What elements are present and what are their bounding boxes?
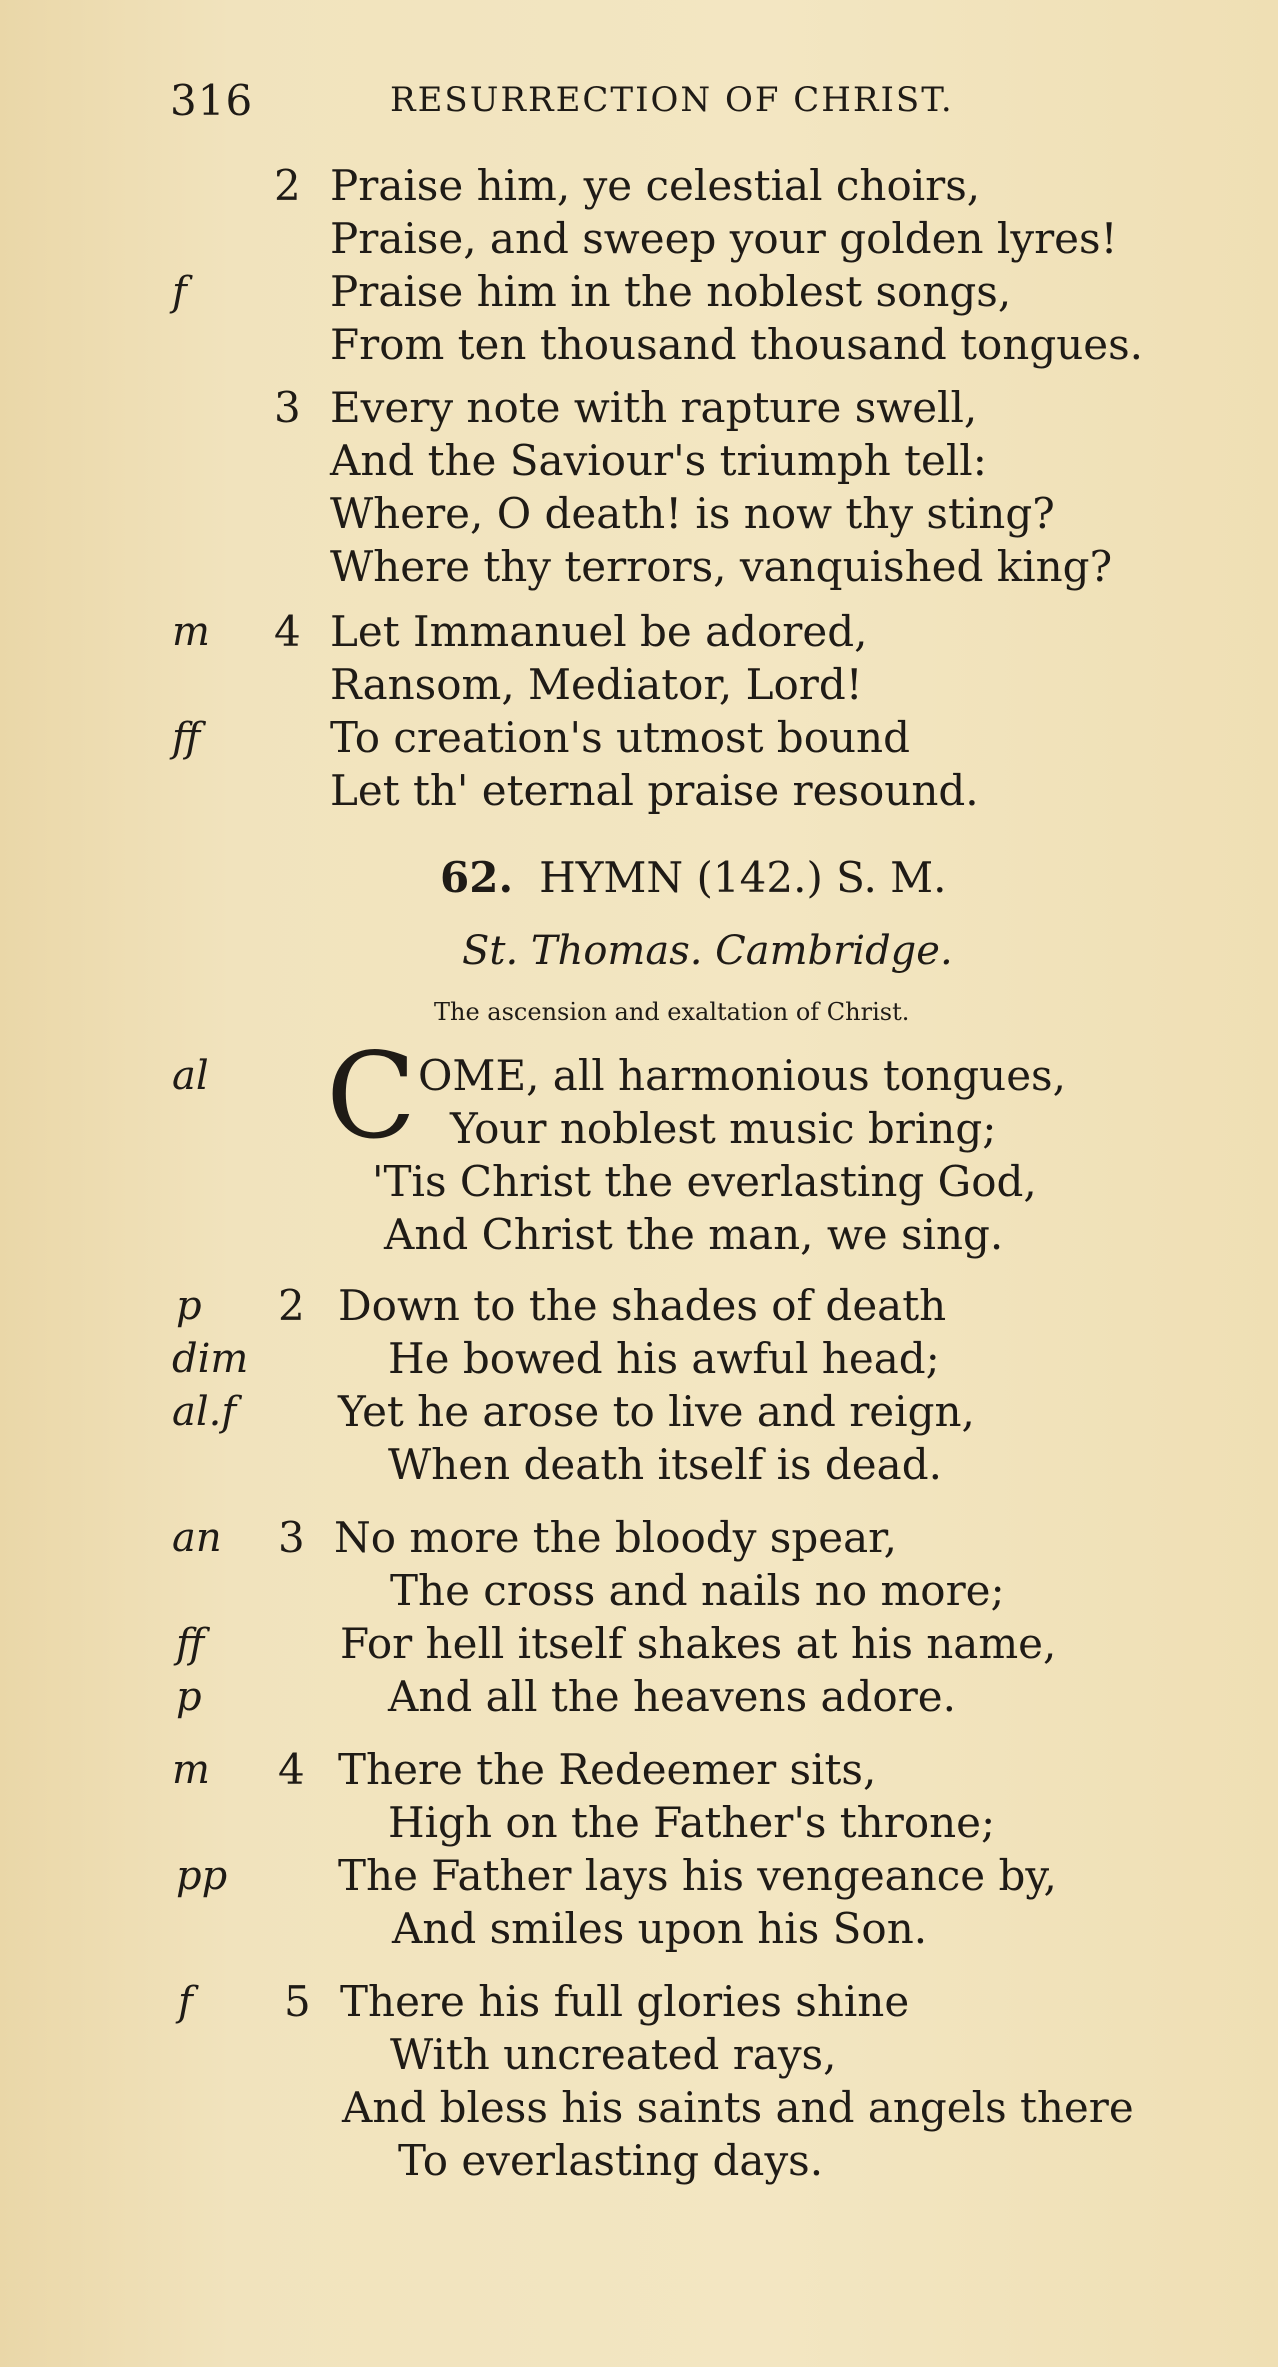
verse-line: Let th' eternal praise resound. [330, 766, 979, 815]
verse-line: Where, O death! is now thy sting? [330, 489, 1055, 538]
verse-line: He bowed his awful head; [388, 1334, 940, 1383]
verse-line: With uncreated rays, [390, 2030, 837, 2079]
verse-line: No more the bloody spear, [334, 1513, 897, 1562]
verse-line: To everlasting days. [398, 2136, 824, 2185]
verse-number: 3 [278, 1513, 305, 1562]
verse-line: And all the heavens adore. [388, 1672, 956, 1721]
hymn-meter: HYMN (142.) S. M. [539, 853, 947, 902]
verse-line: Ransom, Mediator, Lord! [330, 660, 863, 709]
verse-line: 'Tis Christ the everlasting God, [372, 1157, 1037, 1206]
verse-line: Down to the shades of death [338, 1281, 947, 1330]
verse-line: For hell itself shakes at his name, [340, 1619, 1057, 1668]
verse-line: Praise him in the noblest songs, [330, 267, 1012, 316]
dynamic-mark: an [172, 1515, 222, 1561]
dynamic-mark: f [172, 269, 187, 315]
hymn-subject: The ascension and exaltation of Christ. [434, 998, 910, 1026]
dynamic-mark: ff [176, 1621, 205, 1667]
verse-line: Let Immanuel be adored, [330, 607, 868, 656]
verse-line: The Father lays his vengeance by, [338, 1851, 1057, 1900]
verse-line: Yet he arose to live and reign, [338, 1387, 975, 1436]
verse-line: And smiles upon his Son. [392, 1904, 928, 1953]
page-number: 316 [170, 76, 254, 125]
verse-number: 3 [274, 383, 301, 432]
dynamic-mark: m [172, 1747, 210, 1793]
verse-line: The cross and nails no more; [390, 1566, 1005, 1615]
page-header [170, 76, 1070, 136]
verse-line: Every note with rapture swell, [330, 383, 978, 432]
verse-number: 5 [284, 1977, 311, 2026]
dynamic-mark: p [176, 1283, 202, 1329]
verse-line: And bless his saints and angels there [342, 2083, 1134, 2132]
verse-line: Where thy terrors, vanquished king? [330, 542, 1113, 591]
dynamic-mark: p [176, 1674, 202, 1720]
tune-names: St. Thomas. Cambridge. [462, 928, 953, 974]
dynamic-mark: dim [172, 1336, 249, 1382]
verse-line: From ten thousand thousand tongues. [330, 320, 1144, 369]
dynamic-mark: m [172, 609, 210, 655]
dynamic-mark: pp [176, 1853, 228, 1899]
dynamic-mark: al.f [172, 1389, 237, 1435]
dynamic-mark: f [178, 1979, 193, 2025]
verse-line: OME, all harmonious tongues, [418, 1051, 1066, 1100]
verse-line: Your noblest music bring; [450, 1104, 997, 1153]
verse-line: And Christ the man, we sing. [384, 1210, 1004, 1259]
verse-number: 2 [274, 161, 301, 210]
verse-number: 2 [278, 1281, 305, 1330]
hymn-heading [440, 850, 947, 906]
verse-line: There the Redeemer sits, [338, 1745, 877, 1794]
dynamic-mark: ff [172, 715, 201, 761]
dynamic-mark: al [172, 1053, 209, 1099]
verse-line: There his full glories shine [340, 1977, 910, 2026]
verse-line: When death itself is dead. [388, 1440, 942, 1489]
drop-cap: C [326, 1027, 417, 1165]
verse-line: To creation's utmost bound [330, 713, 910, 762]
hymn-number: 62. [440, 853, 514, 902]
verse-line: And the Saviour's triumph tell: [330, 436, 987, 485]
verse-line: Praise him, ye celestial choirs, [330, 161, 981, 210]
running-title: RESURRECTION OF CHRIST. [390, 80, 954, 120]
verse-line: High on the Father's throne; [388, 1798, 996, 1847]
verse-number: 4 [278, 1745, 305, 1794]
verse-number: 4 [274, 607, 301, 656]
verse-line: Praise, and sweep your golden lyres! [330, 214, 1118, 263]
